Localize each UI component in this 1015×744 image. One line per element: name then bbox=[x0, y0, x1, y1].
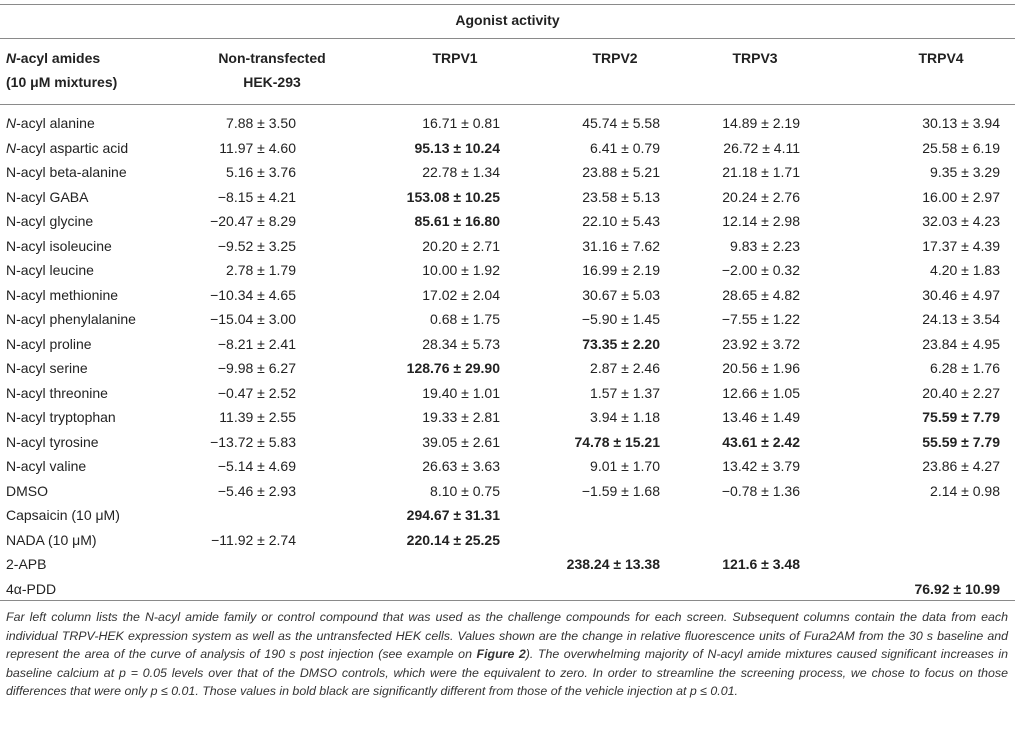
cell-trpv2: 6.41 ± 0.79 bbox=[590, 139, 660, 156]
table-row bbox=[0, 111, 1015, 135]
row-label: N-acyl glycine bbox=[6, 213, 94, 229]
row-label: Capsaicin (10 μM) bbox=[6, 507, 120, 523]
cell-trpv1: 10.00 ± 1.92 bbox=[422, 262, 500, 278]
cell-trpv3: 26.72 ± 4.11 bbox=[723, 139, 800, 156]
cell-trpv4: 6.28 ± 1.76 bbox=[930, 360, 1000, 376]
table-row bbox=[0, 185, 1015, 209]
cell-trpv4: 2.14 ± 0.98 bbox=[930, 482, 1000, 499]
table-row bbox=[0, 234, 1015, 258]
table-row bbox=[0, 479, 1015, 503]
cell-trpv4: 24.13 ± 3.54 bbox=[922, 311, 1000, 327]
cell-trpv4 bbox=[860, 552, 1000, 576]
cell-trpv1: 20.20 ± 2.71 bbox=[422, 237, 500, 254]
cell-nontransfected bbox=[175, 552, 296, 576]
cell-nontransfected: −8.15 ± 4.21 bbox=[217, 188, 296, 205]
cell-trpv4 bbox=[860, 503, 1000, 527]
table-row bbox=[0, 430, 1015, 454]
table-row bbox=[0, 307, 1015, 331]
table-footnote bbox=[6, 608, 1008, 701]
header-trpv1: TRPV1 bbox=[432, 50, 478, 66]
row-label: N-acyl beta-alanine bbox=[6, 164, 127, 180]
cell-nontransfected: −13.72 ± 5.83 bbox=[210, 433, 296, 450]
cell-trpv1: 26.63 ± 3.63 bbox=[422, 458, 500, 474]
cell-nontransfected: −11.92 ± 2.74 bbox=[211, 531, 296, 548]
cell-trpv3: 121.6 ± 3.48 bbox=[722, 556, 800, 572]
cell-trpv2: 3.94 ± 1.18 bbox=[590, 409, 660, 425]
cell-trpv1: 220.14 ± 25.25 bbox=[406, 531, 500, 548]
row-label: N-acyl aspartic acid bbox=[6, 139, 129, 156]
cell-nontransfected bbox=[175, 577, 296, 601]
cell-nontransfected: −9.98 ± 6.27 bbox=[217, 360, 296, 376]
cell-nontransfected: −10.34 ± 4.65 bbox=[210, 286, 296, 303]
cell-trpv2: 1.57 ± 1.37 bbox=[590, 384, 660, 401]
cell-trpv1: 294.67 ± 31.31 bbox=[406, 507, 500, 523]
cell-trpv4: 23.84 ± 4.95 bbox=[922, 335, 1000, 352]
cell-trpv1: 128.76 ± 29.90 bbox=[406, 360, 500, 376]
table-row bbox=[0, 332, 1015, 356]
cell-trpv3 bbox=[670, 528, 800, 552]
header-col1-line2: HEK-293 bbox=[243, 74, 301, 90]
row-label: N-acyl tyrosine bbox=[6, 433, 99, 450]
cell-trpv1 bbox=[360, 577, 500, 601]
cell-trpv4: 23.86 ± 4.27 bbox=[922, 458, 1000, 474]
cell-trpv2: 23.58 ± 5.13 bbox=[582, 188, 660, 205]
cell-trpv1: 39.05 ± 2.61 bbox=[422, 433, 500, 450]
cell-trpv2: 23.88 ± 5.21 bbox=[582, 164, 660, 180]
cell-trpv3: 13.42 ± 3.79 bbox=[722, 458, 800, 474]
cell-trpv4: 20.40 ± 2.27 bbox=[922, 384, 1000, 401]
cell-trpv1: 85.61 ± 16.80 bbox=[414, 213, 500, 229]
row-label: N-acyl threonine bbox=[6, 384, 108, 401]
cell-trpv1: 8.10 ± 0.75 bbox=[430, 482, 500, 499]
row-label: NADA (10 μM) bbox=[6, 531, 97, 548]
cell-trpv4: 30.13 ± 3.94 bbox=[922, 115, 1000, 131]
bottom-rule bbox=[0, 600, 1015, 601]
cell-trpv1: 17.02 ± 2.04 bbox=[422, 286, 500, 303]
cell-trpv3: 20.56 ± 1.96 bbox=[722, 360, 800, 376]
cell-nontransfected: −15.04 ± 3.00 bbox=[210, 311, 296, 327]
cell-trpv4: 76.92 ± 10.99 bbox=[914, 580, 1000, 597]
cell-trpv2: 45.74 ± 5.58 bbox=[582, 115, 660, 131]
cell-trpv2: 73.35 ± 2.20 bbox=[582, 335, 660, 352]
cell-nontransfected: −5.46 ± 2.93 bbox=[217, 482, 296, 499]
table-row bbox=[0, 136, 1015, 160]
row-label: 2-APB bbox=[6, 556, 47, 572]
row-label: 4α-PDD bbox=[6, 580, 57, 597]
table-row bbox=[0, 258, 1015, 282]
row-label: N-acyl leucine bbox=[6, 262, 94, 278]
row-label: N-acyl isoleucine bbox=[6, 237, 112, 254]
cell-trpv1: 153.08 ± 10.25 bbox=[406, 188, 500, 205]
table-row bbox=[0, 283, 1015, 307]
header-col1-line1: Non-transfected bbox=[218, 50, 326, 66]
table-row bbox=[0, 381, 1015, 405]
cell-trpv2: −5.90 ± 1.45 bbox=[581, 311, 660, 327]
row-label: N-acyl serine bbox=[6, 360, 88, 376]
cell-trpv4: 9.35 ± 3.29 bbox=[930, 164, 1000, 180]
table-row bbox=[0, 552, 1015, 576]
cell-trpv3: 21.18 ± 1.71 bbox=[722, 164, 800, 180]
row-label: N-acyl tryptophan bbox=[6, 409, 116, 425]
cell-trpv1 bbox=[360, 552, 500, 576]
cell-trpv3: 9.83 ± 2.23 bbox=[730, 237, 800, 254]
cell-trpv3: 20.24 ± 2.76 bbox=[722, 188, 800, 205]
cell-trpv3: 43.61 ± 2.42 bbox=[722, 433, 800, 450]
cell-trpv1: 0.68 ± 1.75 bbox=[430, 311, 500, 327]
header-trpv3: TRPV3 bbox=[732, 50, 778, 66]
cell-trpv2: 74.78 ± 15.21 bbox=[574, 433, 660, 450]
row-label: N-acyl GABA bbox=[6, 188, 89, 205]
cell-trpv3: −0.78 ± 1.36 bbox=[721, 482, 800, 499]
cell-trpv2: 22.10 ± 5.43 bbox=[582, 213, 660, 229]
cell-nontransfected: 2.78 ± 1.79 bbox=[226, 262, 296, 278]
cell-trpv4: 17.37 ± 4.39 bbox=[922, 237, 1000, 254]
cell-nontransfected: −8.21 ± 2.41 bbox=[217, 335, 296, 352]
row-label: N-acyl valine bbox=[6, 458, 87, 474]
figure-2-link[interactable]: Figure 2 bbox=[476, 647, 526, 661]
cell-nontransfected bbox=[175, 503, 296, 527]
group-rule bbox=[0, 38, 1015, 39]
header-rule bbox=[0, 104, 1015, 105]
cell-trpv3 bbox=[670, 577, 800, 601]
cell-nontransfected: 5.16 ± 3.76 bbox=[226, 164, 296, 180]
header-trpv4: TRPV4 bbox=[918, 50, 964, 66]
cell-trpv3: 12.66 ± 1.05 bbox=[722, 384, 800, 401]
cell-trpv4: 16.00 ± 2.97 bbox=[922, 188, 1000, 205]
cell-trpv2: 30.67 ± 5.03 bbox=[582, 286, 660, 303]
cell-trpv2: 2.87 ± 2.46 bbox=[590, 360, 660, 376]
cell-trpv3: 28.65 ± 4.82 bbox=[722, 286, 800, 303]
cell-trpv3: −2.00 ± 0.32 bbox=[721, 262, 800, 278]
header-col1 bbox=[210, 46, 334, 94]
footnote-text-2: ). The overwhelming majority of N-acyl amide mixtures caused significant increases in baseline calcium at p = 0.05 levels over that of the DMSO controls, which were the equivalent to zero. In order to streamline the screening process, we chose to focus on those differences that were only p ≤ 0.01. Those values in bold black are significantly different from those of the vehicle injection at p ≤ 0.01. bbox=[6, 647, 1008, 698]
cell-nontransfected: 7.88 ± 3.50 bbox=[226, 115, 296, 131]
table-row bbox=[0, 405, 1015, 429]
cell-trpv4 bbox=[860, 528, 1000, 552]
row-label: N-acyl proline bbox=[6, 335, 92, 352]
footnote-text-1: Far left column lists the N-acyl amide family or control compound that was used as the challenge compounds for each screen. Subsequent columns contain the data from each individual TRPV-HEK expression system as well as the untransfected HEK cells. Values shown are the change in relative fluorescence units of Fura2AM from the 30 s baseline and represent the area of the curve of analysis of 190 s post injection (see example on bbox=[6, 610, 1008, 661]
cell-trpv2: 16.99 ± 2.19 bbox=[582, 262, 660, 278]
row-label: N-acyl alanine bbox=[6, 115, 95, 131]
header-col0-line2: (10 μM mixtures) bbox=[6, 74, 118, 90]
cell-trpv3: 12.14 ± 2.98 bbox=[722, 213, 800, 229]
header-col0-line1: N-acyl amides bbox=[6, 50, 101, 66]
cell-nontransfected: −5.14 ± 4.69 bbox=[217, 458, 296, 474]
cell-trpv4: 75.59 ± 7.79 bbox=[922, 409, 1000, 425]
cell-trpv1: 28.34 ± 5.73 bbox=[422, 335, 500, 352]
row-label: N-acyl methionine bbox=[6, 286, 119, 303]
header-col0 bbox=[6, 46, 117, 94]
cell-trpv2 bbox=[520, 503, 660, 527]
cell-trpv3: 14.89 ± 2.19 bbox=[722, 115, 800, 131]
cell-nontransfected: −20.47 ± 8.29 bbox=[210, 213, 296, 229]
table-row bbox=[0, 356, 1015, 380]
cell-trpv4: 25.58 ± 6.19 bbox=[922, 139, 1000, 156]
cell-trpv3: −7.55 ± 1.22 bbox=[721, 311, 800, 327]
table-row bbox=[0, 528, 1015, 552]
row-label: DMSO bbox=[6, 482, 48, 499]
cell-nontransfected: −0.47 ± 2.52 bbox=[217, 384, 296, 401]
table-row bbox=[0, 209, 1015, 233]
cell-nontransfected: 11.97 ± 4.60 bbox=[219, 139, 296, 156]
cell-nontransfected: −9.52 ± 3.25 bbox=[217, 237, 296, 254]
cell-trpv4: 32.03 ± 4.23 bbox=[922, 213, 1000, 229]
table-row bbox=[0, 160, 1015, 184]
cell-trpv4: 4.20 ± 1.83 bbox=[930, 262, 1000, 278]
top-rule bbox=[0, 4, 1015, 5]
cell-trpv1: 95.13 ± 10.24 bbox=[414, 139, 500, 156]
cell-trpv1: 19.33 ± 2.81 bbox=[422, 409, 500, 425]
cell-trpv2: 238.24 ± 13.38 bbox=[566, 556, 660, 572]
header-trpv2: TRPV2 bbox=[592, 50, 638, 66]
cell-trpv3: 13.46 ± 1.49 bbox=[722, 409, 800, 425]
cell-trpv4: 30.46 ± 4.97 bbox=[922, 286, 1000, 303]
cell-trpv1: 19.40 ± 1.01 bbox=[422, 384, 500, 401]
table-row bbox=[0, 503, 1015, 527]
cell-trpv3 bbox=[670, 503, 800, 527]
cell-trpv2: −1.59 ± 1.68 bbox=[581, 482, 660, 499]
cell-trpv2 bbox=[520, 528, 660, 552]
cell-trpv1: 16.71 ± 0.81 bbox=[422, 115, 500, 131]
cell-trpv2: 9.01 ± 1.70 bbox=[590, 458, 660, 474]
row-label: N-acyl phenylalanine bbox=[6, 311, 136, 327]
group-header: Agonist activity bbox=[455, 12, 560, 28]
table-row bbox=[0, 577, 1015, 601]
cell-trpv2: 31.16 ± 7.62 bbox=[582, 237, 660, 254]
cell-trpv3: 23.92 ± 3.72 bbox=[722, 335, 800, 352]
cell-trpv2 bbox=[520, 577, 660, 601]
table-row bbox=[0, 454, 1015, 478]
cell-trpv1: 22.78 ± 1.34 bbox=[422, 164, 500, 180]
cell-trpv4: 55.59 ± 7.79 bbox=[922, 433, 1000, 450]
cell-nontransfected: 11.39 ± 2.55 bbox=[219, 409, 296, 425]
